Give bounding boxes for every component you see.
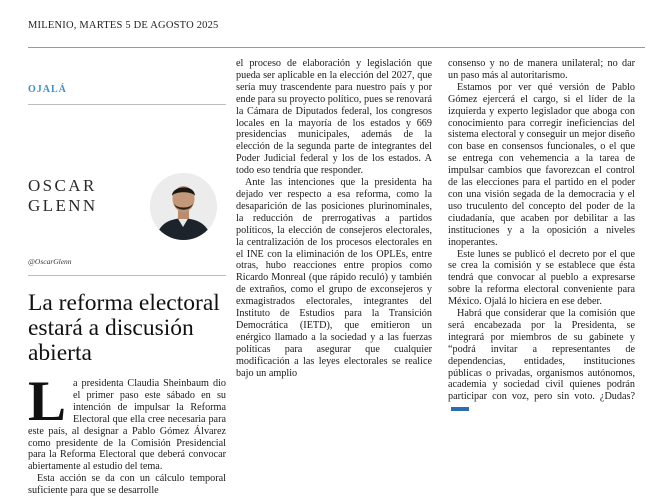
paragraph-1: a presidenta Claudia Sheinbaum dio el primer paso este sábado en su intención de impulsar la Reforma Electoral que ella cree necesaria para este país, al designar a Pablo Gómez Álvarez como presidente de la Comisión Presidencial para la Reforma Electoral que deberá convocar abiertamente al estudio del tema. [28,378,226,473]
paragraph-5: consenso y no de manera unilateral; no dar un paso más al autoritarismo. [448,58,635,81]
author-box [28,105,226,215]
end-mark-icon [451,407,469,411]
author-last-name: GLENN [28,196,98,215]
paragraph-8: Habrá que considerar que la comisión que será encabezada por la Presidenta, se integrará por miembros de su gabinete y “podrá invitar a representantes de dependencias, entidades, instituciones públicas o privadas, organismos autónomos, academia y sociedad civil quienes podrán participar con voz, pero sin voto. ¿Dudas? [448,308,635,403]
handle-rule [28,275,226,276]
column-2-body [236,58,432,379]
author-handle: @OscarGlenn [28,257,72,266]
dropcap: L [28,370,67,433]
author-first-name: OSCAR [28,176,97,195]
column-3-body [448,58,635,415]
author-portrait-icon [150,173,217,240]
article-headline: La reforma electoral estará a discusión abierta [28,290,220,366]
masthead: MILENIO, MARTES 5 DE AGOSTO 2025 [28,20,219,31]
section-label: OJALÁ [28,84,67,95]
paragraph-6: Estamos por ver qué versión de Pablo Gómez ejercerá el cargo, si el líder de la izquierda y experto legislador que aboga con conocimiento para corregir ineficiencias del sistema electoral y conseguir un mejor diseño con base en consensos funcionales, o el que se entrega con vehemencia a la tarea de impulsar cambios que favorezcan el control de las elecciones para el partido en el poder con una visión segada de la democracia y el uso truculento del concepto del poder de la ciudadanía, que acaben por debilitar a las instituciones y a la oposición a niveles inoperantes. [448,81,635,248]
paragraph-2: Esta acción se da con un cálculo temporal suficiente para que se desarrolle [28,473,226,497]
column-1-body [28,370,226,497]
top-rule [28,47,645,48]
author-name [28,176,98,216]
paragraph-7: Este lunes se publicó el decreto por el que se crea la comisión y se establece que ésta tendrá que convocar al pueblo a expresarse sobre la reforma electoral conveniente para México. Ojalá lo hiciera en ese deber. [448,248,635,308]
left-column [28,60,226,497]
paragraph-4: Ante las intenciones que la presidenta ha dejado ver respecto a esa reforma, como la desaparición de las posiciones plurinominales, la reducción de prerrogativas a partidos políticos, la elección de consejeros electorales, la centralización de los procesos electorales en el INE con la eliminación de los OPLEs, entre otras, hubo reacciones entre propios como Ricardo Monreal (que rápido reculó) y también de extraños, como el grupo de exconsejeros y exmagistrados electorales, integrantes del Instituto de Estudios para la Transición Democrática (IETD), que emitieron un enérgico llamado a la sociedad y a las fuerzas políticas para asegurar que cualquier modificación a las leyes electorales se realice bajo un amplio [236,177,432,379]
paragraph-3: el proceso de elaboración y legislación que pueda ser aplicable en la elección del 2027, que sería muy trascendente para nuestro país y por ende para su proyecto político, pues se renovará la Cámara de Diputados federal, los congresos locales en la mayoría de los estados y 669 presidencias municipales, además de la elección de la segunda parte de integrantes del Poder Judicial federal y los de los estados. A todo eso tendría que responder. [236,58,432,177]
